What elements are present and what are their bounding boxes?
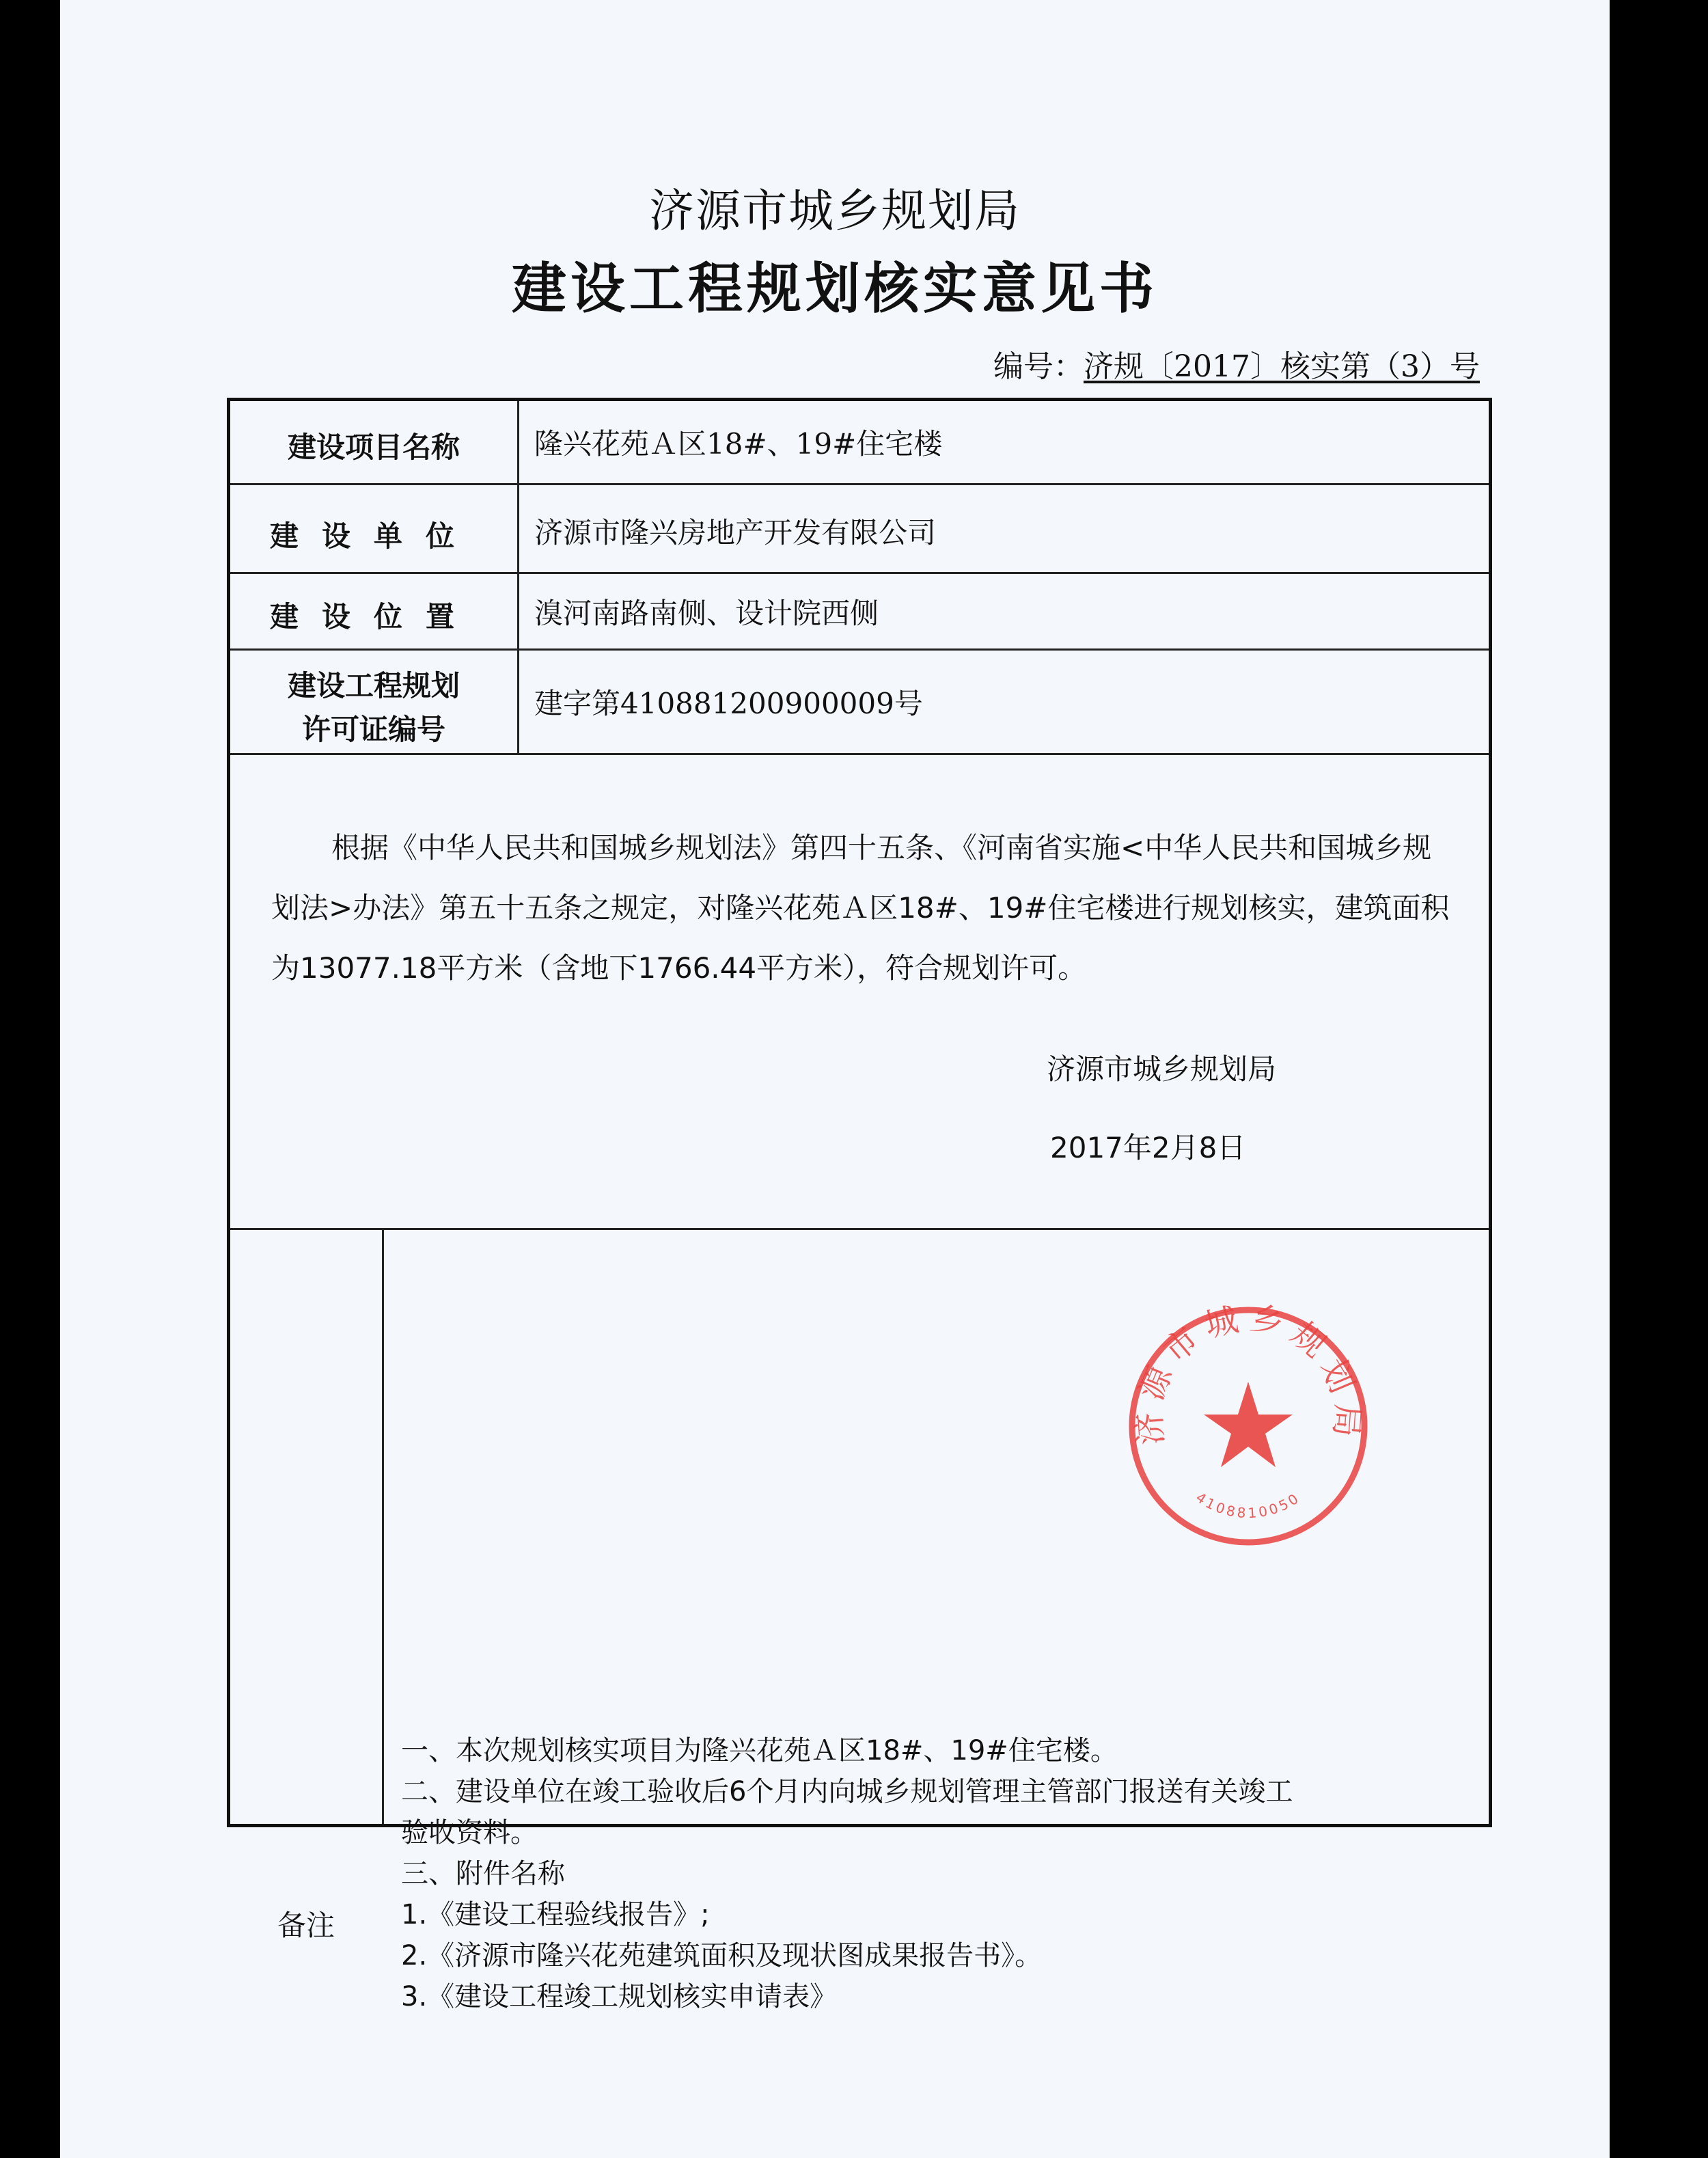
construction-location-label: 建设位置 [269, 600, 478, 633]
svg-text:4108810050 [1193, 1489, 1304, 1521]
permit-number-label-line2: 许可证编号 [301, 713, 445, 746]
signature-date: 2017年2月8日 [1050, 1131, 1246, 1164]
row-divider [230, 572, 1489, 574]
row-divider [230, 483, 1489, 485]
remarks-line: 1.《建设工程验线报告》; [401, 1899, 710, 1930]
remarks-line: 验收资料。 [401, 1817, 538, 1848]
remarks-line: 一、本次规划核实项目为隆兴花苑Ａ区18#、19#住宅楼。 [401, 1735, 1118, 1766]
remarks-line: 3.《建设工程竣工规划核实申请表》 [401, 1981, 838, 2012]
verification-table [227, 398, 1492, 2012]
seal-code: 4108810050 [1193, 1488, 1304, 1522]
remarks-label: 备注 [277, 1909, 335, 1942]
document-number-value: 济规〔2017〕核实第（3）号 [1084, 349, 1480, 384]
remarks-line: 2.《济源市隆兴花苑建筑面积及现状图成果报告书》。 [401, 1940, 1043, 1971]
signatory-organization: 济源市城乡规划局 [1047, 1052, 1277, 1086]
official-seal [1122, 1300, 1375, 1553]
column-divider [382, 1228, 384, 1824]
permit-number-label-line1: 建设工程规划 [287, 669, 460, 702]
remarks-line: 二、建设单位在竣工验收后6个月内向城乡规划管理主管部门报送有关竣工 [401, 1776, 1293, 1807]
document-number-label: 编号： [993, 349, 1084, 384]
issuing-organization: 济源市城乡规划局 [649, 185, 1021, 237]
construction-unit-value: 济源市隆兴房地产开发有限公司 [534, 516, 937, 549]
verification-opinion: 根据《中华人民共和国城乡规划法》第四十五条、《河南省实施<中华人民共和国城乡规划法>办法》第五十五条之规定，对隆兴花苑Ａ区18#、19#住宅楼进行规划核实，建筑面积为13077.18平方米（含地下1766.44平方米），符合规划许可。 [271, 831, 1450, 985]
row-divider [230, 648, 1489, 651]
seal-text: 济源市城乡规划局 [1129, 1300, 1367, 1447]
document-number [993, 342, 1480, 385]
document-title: 建设工程规划核实意见书 [512, 257, 1158, 320]
project-name-label: 建设项目名称 [287, 431, 460, 464]
row-divider [230, 753, 1489, 755]
construction-location-value: 溴河南路南侧、设计院西侧 [534, 597, 879, 630]
column-divider [517, 401, 519, 753]
permit-number-value: 建字第410881200900009号 [534, 687, 923, 720]
construction-unit-label: 建设单位 [269, 519, 478, 553]
remarks-content [401, 1730, 1467, 2017]
remarks-line: 三、附件名称 [401, 1858, 565, 1889]
document-page [60, 0, 1610, 2158]
row-divider [230, 1228, 1489, 1230]
project-name-value: 隆兴花苑Ａ区18#、19#住宅楼 [534, 427, 943, 461]
